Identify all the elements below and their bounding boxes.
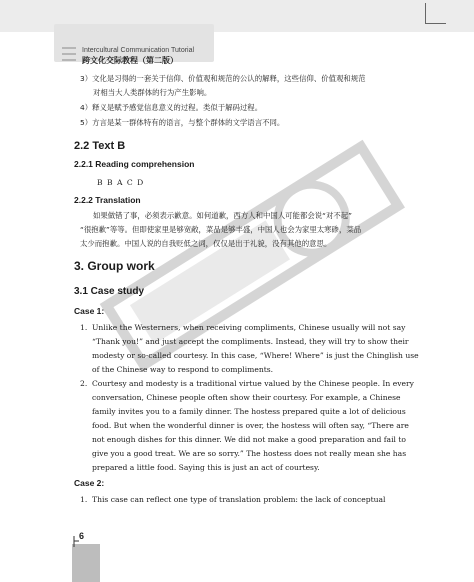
page-number: 6 [79, 531, 85, 541]
corner-crop-mark [425, 3, 446, 24]
subheading-reading-comprehension: 2.2.1 Reading comprehension [74, 159, 195, 169]
list-item-number: 1. [80, 495, 88, 504]
translation-line: 太少而抱歉。中国人说的自我贬低之词，仅仅是出于礼貌，没有其他的意思。 [80, 239, 332, 248]
section-heading-text-b: 2.2 Text B [74, 140, 126, 152]
header-title-zh: 跨文化交际教程（第二版） [82, 56, 178, 65]
reading-answers: B B A C D [97, 178, 145, 187]
intro-item-3: 3）文化是习得的一套关于信仰、价值观和规范的公认的解释，这些信仰、价值观和规范 [80, 74, 366, 83]
page-number-tab [72, 544, 100, 582]
translation-line: “很抱歉”等等。但即使家里是够宽敞，菜品是够丰盛，中国人也会为家里太寒碜，菜品 [80, 225, 362, 234]
header-decor-lines-icon [62, 44, 78, 66]
header-title-en: Intercultural Communication Tutorial [82, 47, 195, 54]
case2-item1-line: This case can reflect one type of translation problem: the lack of conceptual [92, 495, 386, 504]
section-heading-group-work: 3. Group work [74, 259, 155, 273]
case1-item2-line: conversation, Chinese people often show their courtesy. For example, a Chinese [92, 393, 401, 402]
case1-item1-line: “Thank you!” and just accept the compliments. Instead, they will try to show their [92, 337, 409, 346]
case1-item2-line: give you a good treat. We are so sorry.” The hostess does not really mean she has [92, 449, 407, 458]
list-item-number: 1. [80, 323, 88, 332]
intro-item-4: 4）释义是赋予感觉信息意义的过程。类似于解码过程。 [80, 103, 263, 112]
translation-line: 如果做错了事，必须表示歉意。如何道歉，西方人和中国人可能都会说“对不起” [93, 211, 352, 220]
case1-item2-line: not enough dishes for this dinner. We did not make a good preparation and fail to [92, 435, 406, 444]
case1-item1-line: modesty or so-called courtesy. In this case, “Where! Where” is just the Chinglish use [92, 351, 419, 360]
case1-item2-line: Courtesy and modesty is a traditional virtue valued by the Chinese people. In every [92, 379, 414, 388]
intro-item-3-cont: 对相当大人类群体的行为产生影响。 [93, 88, 212, 97]
case1-item1-line: of the Chinese way to respond to compliments. [92, 365, 274, 374]
list-item-number: 2. [80, 379, 88, 388]
subheading-translation: 2.2.2 Translation [74, 195, 141, 205]
case1-item1-line: Unlike the Westerners, when receiving compliments, Chinese usually will not say [92, 323, 406, 332]
case1-item2-line: prepared a little food. Saying this is just an act of courtesy. [92, 463, 320, 472]
subheading-case-study: 3.1 Case study [74, 286, 145, 297]
intro-item-5: 5）方言是某一群体特有的语言，与整个群体的文学语言不同。 [80, 118, 285, 127]
case-1-label: Case 1: [74, 306, 105, 316]
case1-item2-line: family invites you to a family dinner. The hostess prepared quite a lot of delicious [92, 407, 406, 416]
case-2-label: Case 2: [74, 478, 105, 488]
case1-item2-line: food. But when the wonderful dinner is over, the hostess will often say, “There are [92, 421, 409, 430]
